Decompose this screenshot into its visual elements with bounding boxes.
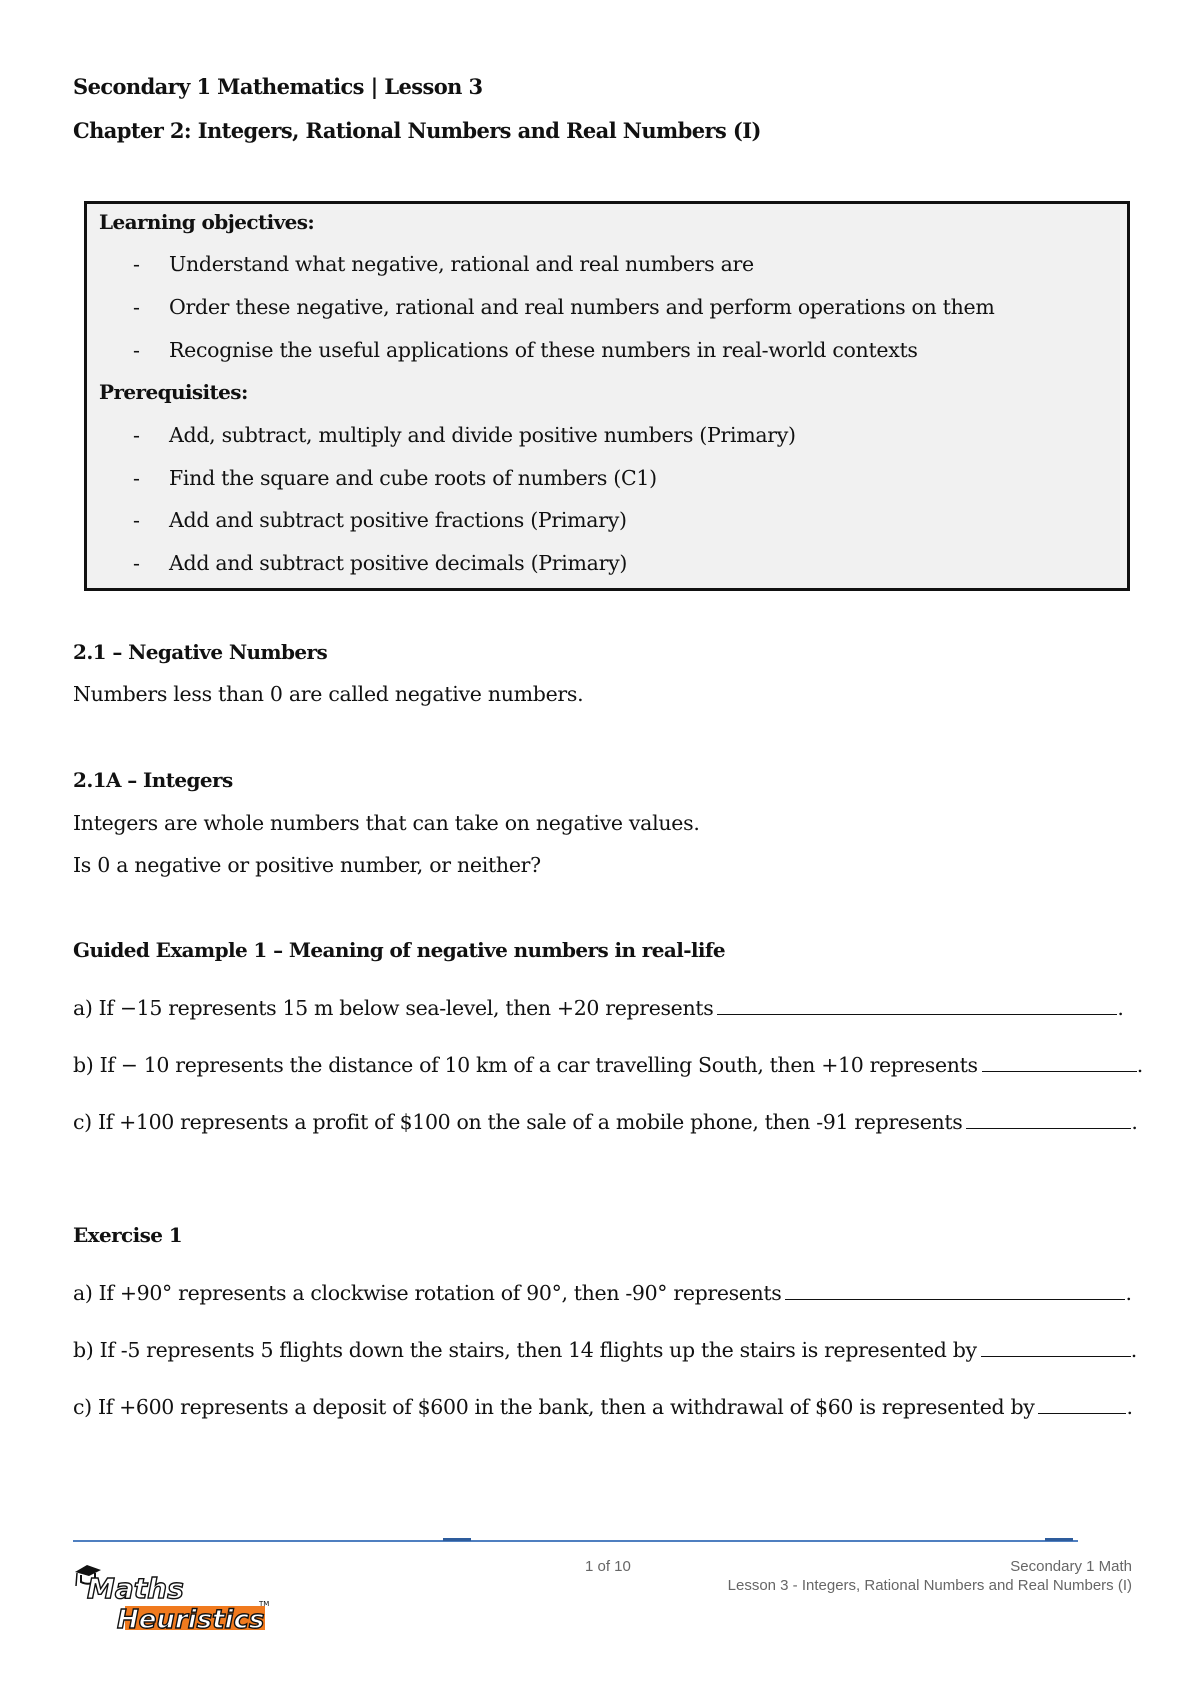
section-heading-integers: 2.1A – Integers bbox=[73, 768, 233, 792]
section-heading-negative-numbers: 2.1 – Negative Numbers bbox=[73, 640, 328, 664]
answer-blank[interactable] bbox=[1038, 1395, 1126, 1414]
page-number: 1 of 10 bbox=[585, 1558, 631, 1575]
prerequisite-item: - Find the square and cube roots of numbers (C1) bbox=[133, 466, 657, 490]
footer-rule bbox=[73, 1540, 1078, 1542]
chapter-title: Chapter 2: Integers, Rational Numbers and Real Numbers (I) bbox=[73, 118, 761, 143]
guided-question-b: b) If − 10 represents the distance of 10 km of a car travelling South, then +10 represents . bbox=[73, 1053, 1143, 1077]
footer-rule-accent bbox=[1045, 1538, 1073, 1541]
prerequisite-item: - Add and subtract positive decimals (Primary) bbox=[133, 551, 628, 575]
paragraph: Numbers less than 0 are called negative numbers. bbox=[73, 682, 584, 706]
prerequisite-item: - Add and subtract positive fractions (Primary) bbox=[133, 508, 627, 532]
guided-question-c: c) If +100 represents a profit of $100 on the sale of a mobile phone, then -91 represents . bbox=[73, 1110, 1138, 1134]
exercise-heading: Exercise 1 bbox=[73, 1223, 183, 1247]
logo-wordmark-heuristics: Heuristics bbox=[117, 1605, 265, 1634]
document-title: Secondary 1 Mathematics | Lesson 3 bbox=[73, 74, 483, 99]
logo-wordmark-maths: Maths bbox=[87, 1572, 184, 1605]
prerequisite-item: - Add, subtract, multiply and divide positive numbers (Primary) bbox=[133, 423, 796, 447]
footer-lesson-title: Lesson 3 - Integers, Rational Numbers and Real Numbers (I) bbox=[727, 1577, 1132, 1594]
exercise-question-a: a) If +90° represents a clockwise rotation of 90°, then -90° represents . bbox=[73, 1281, 1132, 1305]
prerequisites-heading: Prerequisites: bbox=[99, 380, 248, 404]
logo-trademark: TM bbox=[259, 1600, 270, 1608]
exercise-question-c: c) If +600 represents a deposit of $600 in the bank, then a withdrawal of $60 is represented by . bbox=[73, 1395, 1133, 1419]
learning-objectives-heading: Learning objectives: bbox=[99, 210, 315, 234]
answer-blank[interactable] bbox=[717, 996, 1117, 1015]
answer-blank[interactable] bbox=[966, 1110, 1131, 1129]
learning-objective-item: - Recognise the useful applications of these numbers in real-world contexts bbox=[133, 338, 918, 362]
paragraph: Integers are whole numbers that can take on negative values. bbox=[73, 811, 700, 835]
learning-objective-item: - Order these negative, rational and real numbers and perform operations on them bbox=[133, 295, 995, 319]
footer-course-name: Secondary 1 Math bbox=[1010, 1558, 1132, 1575]
guided-question-a: a) If −15 represents 15 m below sea-level, then +20 represents . bbox=[73, 996, 1124, 1020]
learning-objective-item: - Understand what negative, rational and real numbers are bbox=[133, 252, 754, 276]
objectives-box bbox=[84, 201, 1130, 591]
maths-heuristics-logo bbox=[73, 1556, 288, 1634]
guided-example-heading: Guided Example 1 – Meaning of negative numbers in real-life bbox=[73, 938, 726, 962]
exercise-question-b: b) If -5 represents 5 flights down the stairs, then 14 flights up the stairs is represented by . bbox=[73, 1338, 1137, 1362]
answer-blank[interactable] bbox=[981, 1338, 1131, 1357]
footer-rule-accent bbox=[443, 1538, 471, 1541]
answer-blank[interactable] bbox=[785, 1281, 1125, 1300]
paragraph: Is 0 a negative or positive number, or neither? bbox=[73, 853, 541, 877]
answer-blank[interactable] bbox=[982, 1053, 1137, 1072]
